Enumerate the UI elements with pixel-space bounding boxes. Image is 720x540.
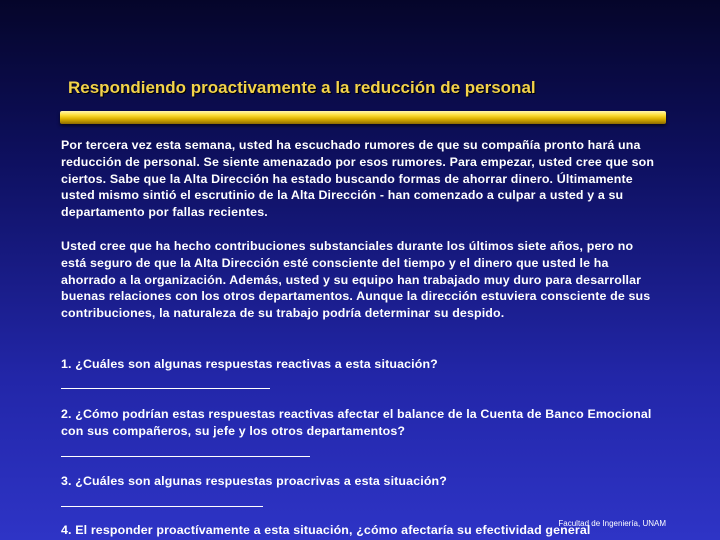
title-underline-bar xyxy=(60,111,666,124)
answer-line-2 xyxy=(61,456,310,457)
question-4: 4. El responder proactívamente a esta situación, ¿cómo afectaría su efectividad general xyxy=(61,523,591,537)
paragraph-scenario-2: Usted cree que ha hecho contribuciones substanciales durante los últimos siete años, pero no está seguro de que la Alta Dirección esté consciente del tiempo y el dinero que usted le ha ahorrado a la organización. Además, usted y su equipo han trabajado muy duro para desarrollar buenas relaciones con los otros departamentos. Aunque la dirección estuviera consciente de sus contribuciones, la naturaleza de su trabajo podría determinar su despido. xyxy=(61,239,651,321)
answer-line-3 xyxy=(61,506,263,507)
paragraph-scenario-1: Por tercera vez esta semana, usted ha escuchado rumores de que su compañía pronto hará una reducción de personal. Se siente amenazado por esos rumores. Para empezar, usted cree que son ciertos. Sabe que la Alta Dirección ha estado buscando formas de ahorrar dinero. Últimamente usted mismo sintió el escrutinio de la Alta Dirección - han comenzado a culpar a usted y a su departamento por fallas recientes. xyxy=(61,138,655,220)
question-1: 1. ¿Cuáles son algunas respuestas reactivas a esta situación? xyxy=(61,357,438,371)
footer-credit: Facultad de Ingeniería, UNAM xyxy=(558,519,666,528)
slide-title: Respondiendo proactivamente a la reducción de personal xyxy=(68,78,536,97)
question-3: 3. ¿Cuáles son algunas respuestas proacrivas a esta situación? xyxy=(61,474,447,488)
question-2: 2. ¿Cómo podrían estas respuestas reactivas afectar el balance de la Cuenta de Banco Emocional con sus compañeros, su jefe y los otros departamentos? xyxy=(61,407,652,438)
answer-line-1 xyxy=(61,388,270,389)
